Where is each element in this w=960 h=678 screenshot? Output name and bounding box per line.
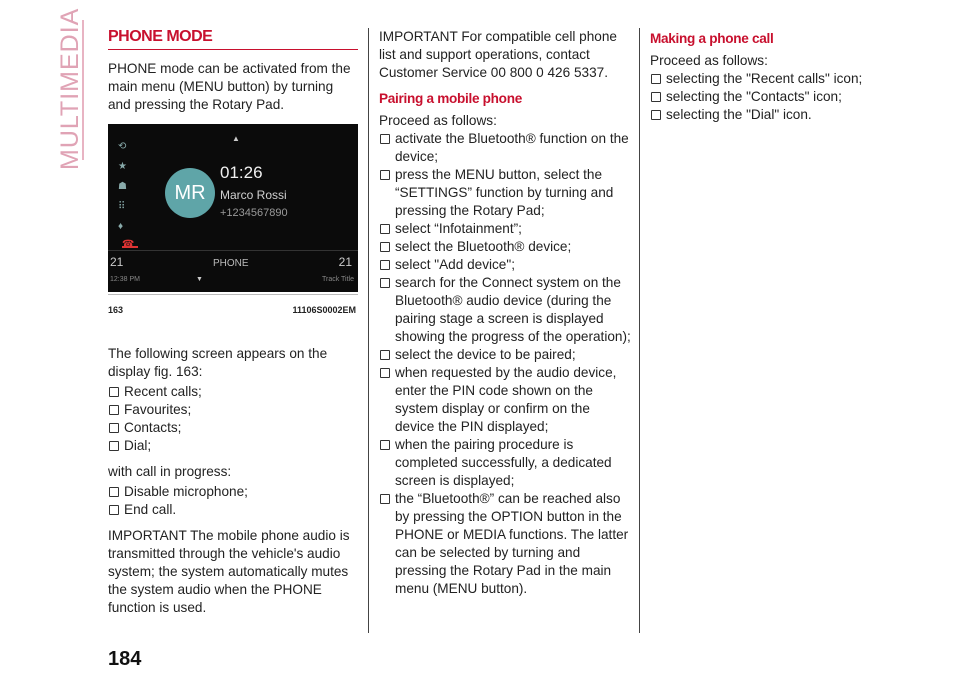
section-title: PHONE MODE — [108, 28, 358, 50]
screen-bottom-bar — [108, 250, 358, 292]
track-title: Track Title — [321, 276, 354, 283]
list-item: selecting the "Contacts" icon; — [650, 88, 890, 106]
list-item: press the MENU button, select the “SETTINGS” function by turning and pressing the Rotary Pad; — [379, 166, 631, 220]
list-item: Contacts; — [108, 419, 358, 437]
list-item: select "Add device"; — [379, 256, 631, 274]
side-label-text: MULTIMEDIA — [56, 7, 84, 170]
list-item: End call. — [108, 501, 358, 519]
list-item: when the pairing procedure is completed successfully, a dedicated screen is displayed; — [379, 436, 631, 490]
dial-icon: ⠿ — [118, 201, 126, 212]
clock: 12:38 PM — [110, 276, 140, 283]
list-item: selecting the "Dial" icon. — [650, 106, 890, 124]
subheading: Making a phone call — [650, 31, 774, 46]
column-2 — [379, 28, 631, 606]
caller-number: +1234567890 — [220, 207, 288, 219]
subheading: Pairing a mobile phone — [379, 91, 522, 106]
mode-label: PHONE — [213, 258, 249, 269]
figure-number: 163 — [108, 305, 124, 315]
call-steps-list — [650, 70, 890, 124]
proceed-label: Proceed as follows: — [379, 113, 497, 128]
arrow-up-icon: ▲ — [232, 134, 240, 143]
page-number: 184 — [108, 648, 142, 670]
screen-items-list — [108, 383, 358, 455]
column-divider — [639, 28, 640, 633]
important-note: IMPORTANT For compatible cell phone list and support operations, contact Customer Service 00 800 0 426 5337. — [379, 29, 617, 80]
list-item: selecting the "Recent calls" icon; — [650, 70, 890, 88]
column-1 — [108, 28, 358, 625]
favourites-icon: ★ — [118, 161, 127, 172]
list-item: Recent calls; — [108, 383, 358, 401]
phone-screen-figure — [108, 124, 358, 292]
column-3 — [650, 28, 890, 132]
list-item: select the Bluetooth® device; — [379, 238, 631, 256]
list-item: Favourites; — [108, 401, 358, 419]
call-duration: 01:26 — [220, 163, 263, 182]
contacts-icon: ☗ — [118, 181, 127, 192]
intro-paragraph: PHONE mode can be activated from the main menu (MENU button) by turning and pressing the Rotary Pad. — [108, 61, 351, 112]
list-item: select the device to be paired; — [379, 346, 631, 364]
caller-name: Marco Rossi — [220, 188, 287, 202]
list-item: Disable microphone; — [108, 483, 358, 501]
screen-description: The following screen appears on the display fig. 163: — [108, 346, 328, 379]
screen-sidebar — [116, 134, 136, 249]
end-call-icon: ☎ — [122, 236, 138, 248]
temperature-left: 21 — [110, 255, 124, 269]
important-note: IMPORTANT The mobile phone audio is transmitted through the vehicle's audio system; the system automatically mutes the system audio when the PHONE function is used. — [108, 528, 350, 615]
list-item: the “Bluetooth®” can be reached also by pressing the OPTION button in the PHONE or MEDIA functions. The latter can be selected by turning and pressing the Rotary Pad in the main menu (MENU button). — [379, 490, 631, 598]
arrow-down-icon: ▼ — [196, 276, 203, 283]
figure-caption — [108, 294, 358, 319]
avatar: MR — [165, 168, 215, 218]
list-item: Dial; — [108, 437, 358, 455]
temperature-right: 21 — [338, 255, 352, 269]
pairing-steps-list — [379, 130, 631, 598]
recent-calls-icon: ⟲ — [118, 141, 127, 152]
figure-code: 11106S0002EM — [292, 305, 356, 315]
microphone-icon: ♦ — [118, 221, 124, 232]
proceed-label: Proceed as follows: — [650, 53, 768, 68]
progress-items-list — [108, 483, 358, 519]
list-item: activate the Bluetooth® function on the device; — [379, 130, 631, 166]
list-item: select “Infotainment”; — [379, 220, 631, 238]
list-item: when requested by the audio device, enter the PIN code shown on the system display or confirm on the device the PIN displayed; — [379, 364, 631, 436]
side-section-label — [52, 7, 84, 170]
list-item: search for the Connect system on the Bluetooth® audio device (during the pairing stage a screen is displayed showing the progress of the operation); — [379, 274, 631, 346]
in-progress-label: with call in progress: — [108, 464, 232, 479]
column-divider — [368, 28, 369, 633]
